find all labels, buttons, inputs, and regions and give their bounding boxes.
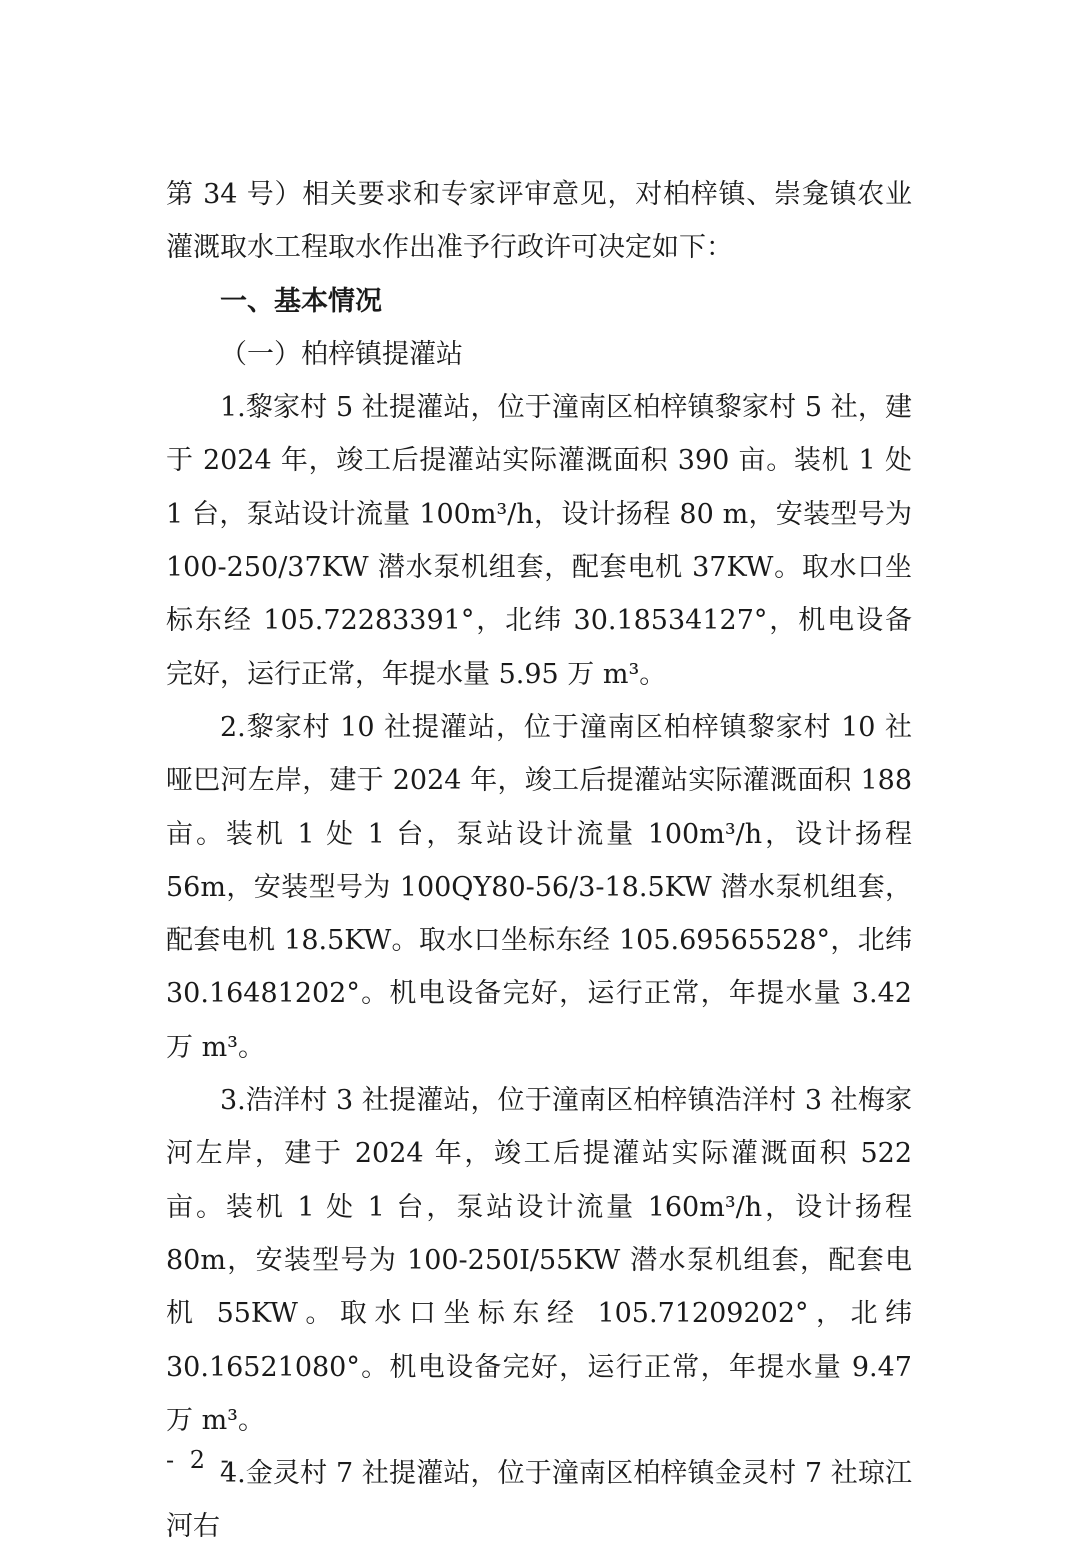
page-number: - 2 -: [166, 1446, 233, 1474]
paragraph-station-1: 1.黎家村 5 社提灌站，位于潼南区柏梓镇黎家村 5 社，建于 2024 年，竣工后提灌站实际灌溉面积 390 亩。装机 1 处 1 台，泵站设计流量 100m³/h，设计扬程 80 m，安装型号为 100-250/37KW 潜水泵机组套，配套电机 37KW。取水口坐标东经 105.72283391°，北纬 30.18534127°，机电设备完好，运行正常，年提水量 5.95 万 m³。: [166, 392, 912, 690]
paragraph-station-2: 2.黎家村 10 社提灌站，位于潼南区柏梓镇黎家村 10 社哑巴河左岸，建于 2024 年，竣工后提灌站实际灌溉面积 188 亩。装机 1 处 1 台，泵站设计流量 100m³/h，设计扬程 56m，安装型号为 100QY80-56/3-18.5KW 潜水泵机组套，配套电机 18.5KW。取水口坐标东经 105.69565528°，北纬 30.16481202°。机电设备完好，运行正常，年提水量 3.42 万 m³。: [166, 711, 912, 1063]
paragraph-continuation: 第 34 号）相关要求和专家评审意见，对柏梓镇、崇龛镇农业灌溉取水工程取水作出准予行政许可决定如下：: [166, 179, 912, 264]
subsection-heading-baizi-town: （一）柏梓镇提灌站: [220, 338, 463, 370]
document-body: [166, 168, 912, 1554]
paragraph-station-4: 4.金灵村 7 社提灌站，位于潼南区柏梓镇金灵村 7 社琼江河右: [166, 1458, 912, 1543]
section-heading-basic-info: 一、基本情况: [220, 285, 382, 317]
paragraph-station-3: 3.浩洋村 3 社提灌站，位于潼南区柏梓镇浩洋村 3 社梅家河左岸，建于 2024 年，竣工后提灌站实际灌溉面积 522 亩。装机 1 处 1 台，泵站设计流量 160m³/h，设计扬程 80m，安装型号为 100-250I/55KW 潜水泵机组套，配套电机 55KW。取水口坐标东经 105.71209202°，北纬 30.16521080°。机电设备完好，运行正常，年提水量 9.47 万 m³。: [166, 1085, 912, 1436]
